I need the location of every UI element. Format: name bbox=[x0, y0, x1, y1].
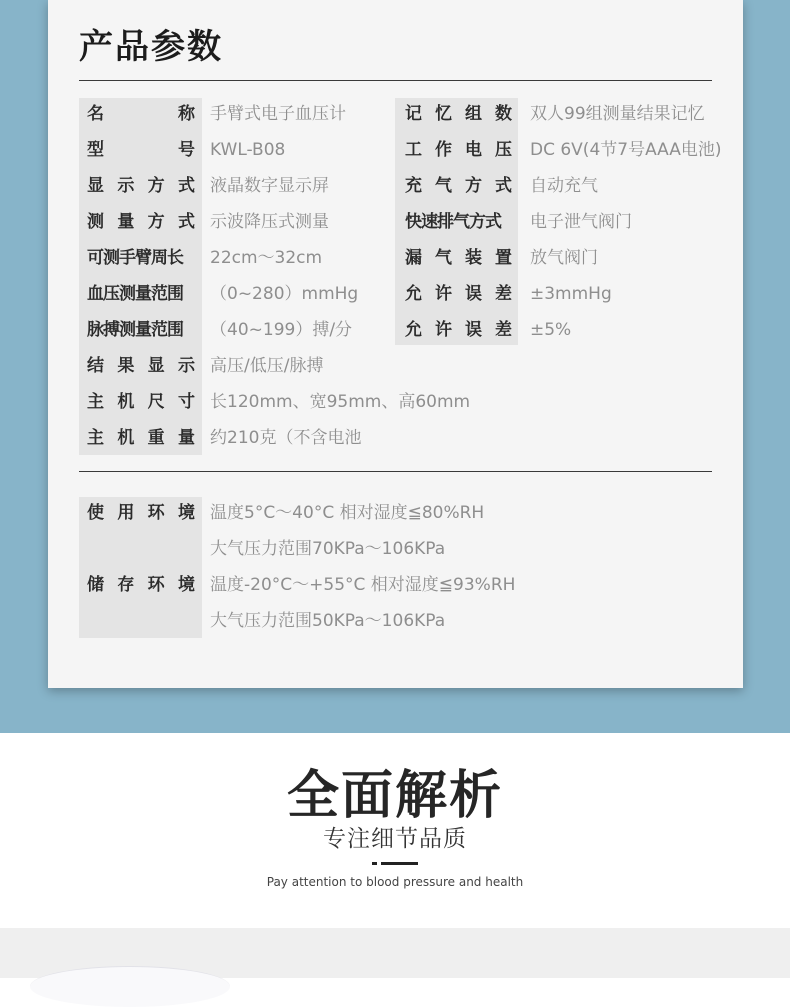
spec-value: 示波降压式测量 bbox=[210, 212, 329, 232]
spec-label: 记 忆 组 数 bbox=[405, 104, 512, 124]
spec-label: 结 果 显 示 bbox=[87, 356, 195, 376]
spec-value: 液晶数字显示屏 bbox=[210, 176, 329, 196]
spec-row bbox=[48, 276, 728, 312]
spec-value: （0~280）mmHg bbox=[210, 284, 359, 304]
spec-value: DC 6V(4节7号AAA电池) bbox=[530, 140, 722, 160]
spec-label: 工 作 电 压 bbox=[405, 140, 512, 160]
spec-value: 22cm～32cm bbox=[210, 248, 323, 268]
env-value: 温度5°C～40°C 相对湿度≦80%RH bbox=[210, 503, 485, 523]
spec-row bbox=[48, 240, 728, 276]
spec-label: 型 号 bbox=[87, 140, 195, 160]
env-value: 大气压力范围50KPa～106KPa bbox=[210, 611, 446, 631]
spec-value: 长120mm、宽95mm、高60mm bbox=[210, 392, 471, 412]
spec-row bbox=[48, 384, 728, 420]
spec-row bbox=[48, 312, 728, 348]
spec-value: 约210克（不含电池 bbox=[210, 428, 362, 448]
spec-card bbox=[48, 0, 743, 688]
env-row bbox=[48, 603, 728, 639]
spec-value: ±5% bbox=[530, 320, 572, 340]
env-label: 储 存 环 境 bbox=[87, 575, 195, 595]
spec-label: 主 机 重 量 bbox=[87, 428, 195, 448]
spec-value: 双人99组测量结果记忆 bbox=[530, 104, 705, 124]
env-row bbox=[48, 495, 728, 531]
spec-value: ±3mmHg bbox=[530, 284, 612, 304]
section-divider bbox=[79, 471, 712, 472]
spec-label: 脉搏测量范围 bbox=[87, 320, 183, 340]
spec-row bbox=[48, 96, 728, 132]
spec-row bbox=[48, 168, 728, 204]
spec-label: 漏 气 装 置 bbox=[405, 248, 512, 268]
spec-row bbox=[48, 348, 728, 384]
decor-bar bbox=[381, 862, 418, 865]
product-image-edge bbox=[30, 966, 230, 1007]
spec-label: 允 许 误 差 bbox=[405, 320, 512, 340]
analysis-title: 全面解析 bbox=[286, 766, 503, 826]
spec-row bbox=[48, 132, 728, 168]
spec-label: 可测手臂周长 bbox=[87, 248, 183, 268]
spec-label: 名 称 bbox=[87, 104, 195, 124]
env-label: 使 用 环 境 bbox=[87, 503, 195, 523]
spec-value: 高压/低压/脉搏 bbox=[210, 356, 324, 376]
env-value: 大气压力范围70KPa～106KPa bbox=[210, 539, 446, 559]
spec-value: （40~199）搏/分 bbox=[210, 320, 353, 340]
spec-row bbox=[48, 420, 728, 456]
analysis-subtitle: 专注细节品质 bbox=[323, 826, 467, 852]
env-row bbox=[48, 531, 728, 567]
spec-value: KWL-B08 bbox=[210, 140, 286, 160]
spec-row bbox=[48, 204, 728, 240]
env-row bbox=[48, 567, 728, 603]
spec-value: 自动充气 bbox=[530, 176, 598, 196]
spec-label: 允 许 误 差 bbox=[405, 284, 512, 304]
spec-label: 主 机 尺 寸 bbox=[87, 392, 195, 412]
spec-value: 电子泄气阀门 bbox=[530, 212, 632, 232]
spec-label: 测 量 方 式 bbox=[87, 212, 195, 232]
analysis-tagline: Pay attention to blood pressure and health bbox=[266, 875, 524, 889]
analysis-section bbox=[0, 733, 790, 928]
title-divider bbox=[79, 80, 712, 81]
spec-value: 放气阀门 bbox=[530, 248, 598, 268]
spec-value: 手臂式电子血压计 bbox=[210, 104, 346, 124]
spec-label: 快速排气方式 bbox=[405, 212, 501, 232]
env-value: 温度-20°C～+55°C 相对湿度≦93%RH bbox=[210, 575, 516, 595]
next-section-preview bbox=[0, 928, 790, 978]
params-title: 产品参数 bbox=[79, 27, 223, 67]
spec-label: 显 示 方 式 bbox=[87, 176, 195, 196]
spec-label: 充 气 方 式 bbox=[405, 176, 512, 196]
decor-dot bbox=[372, 862, 377, 865]
spec-label: 血压测量范围 bbox=[87, 284, 183, 304]
